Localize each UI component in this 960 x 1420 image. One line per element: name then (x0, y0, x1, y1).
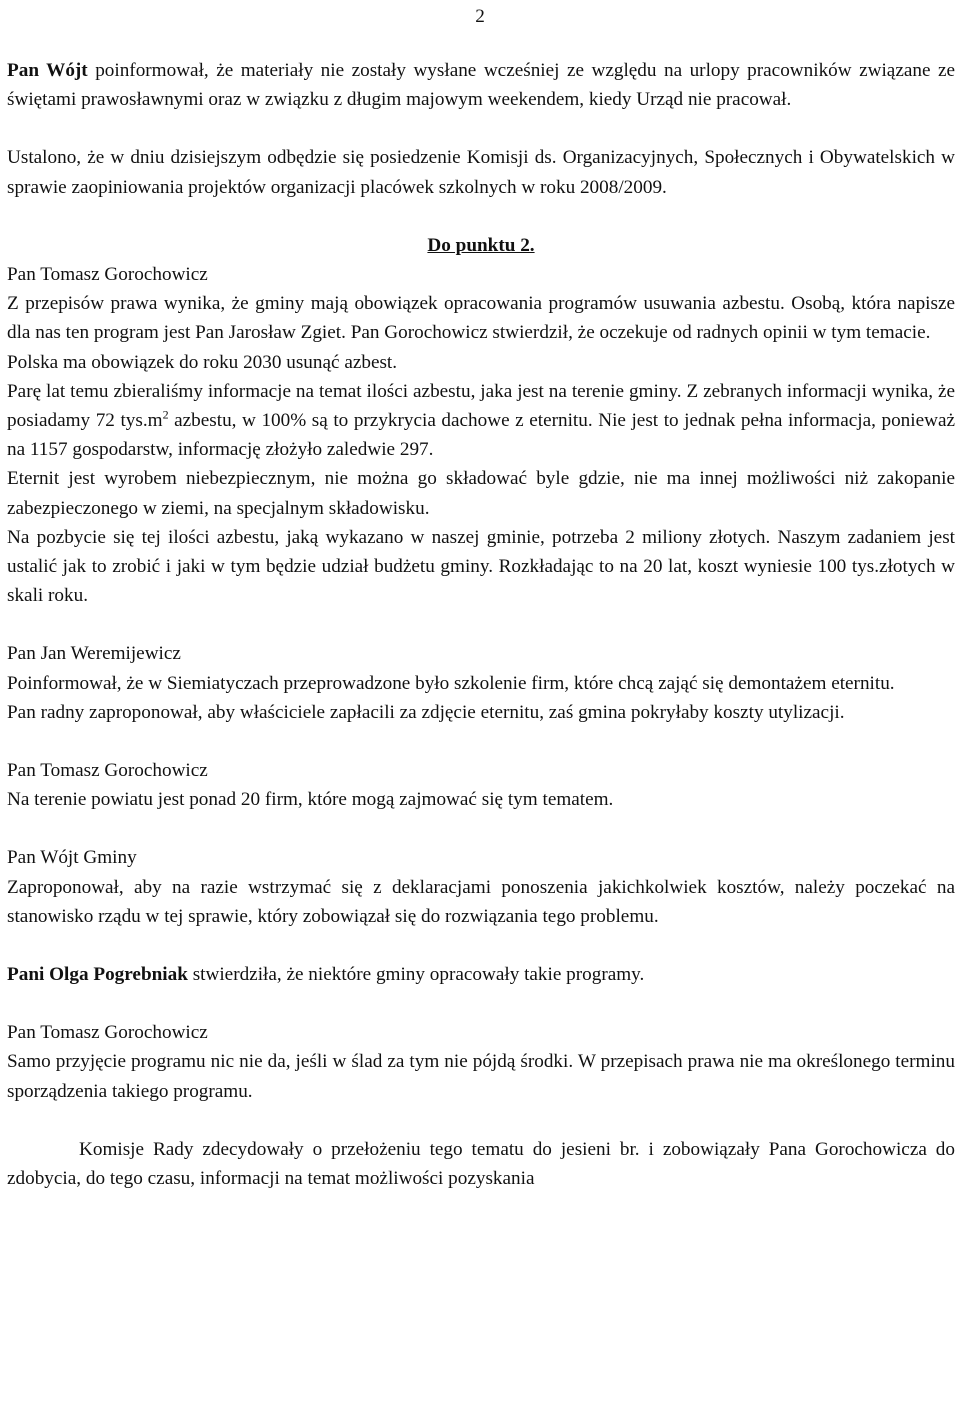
paragraph-text: stwierdziła, że niektóre gminy opracowały takie programy. (187, 964, 645, 986)
superscript: 2 (162, 407, 169, 422)
paragraph-text: Na terenie powiatu jest ponad 20 firm, które mogą zajmować się tym tematem. (7, 789, 614, 811)
speaker-name: Pani Olga Pogrebniak (7, 964, 188, 986)
section-heading: Do punktu 2. (427, 234, 535, 256)
paragraph-text: Z przepisów prawa wynika, że gminy mają obowiązek opracowania programów usuwania azbestu. Osobą, która napisze dla nas ten program jest Pan Jarosław Zgiet. Pan Gorochowicz stwierdził, że oczekuje od radnych opinii w tym temacie. (7, 293, 955, 344)
paragraph-text: Pan radny zaproponował, aby właściciele zapłacili za zdjęcie eternitu, zaś gmina pokryłaby koszty utylizacji. (7, 701, 845, 723)
speaker-name: Pan Jan Weremijewicz (7, 643, 181, 665)
paragraph-ustalono: Ustalono, że w dniu dzisiejszym odbędzie się posiedzenie Komisji ds. Organizacyjnych, Społecznych i Obywatelskich w sprawie zaopiniowania projektów organizacji placówek szkolnych w roku 2008/2009. (7, 147, 955, 198)
page-number: 2 (475, 6, 485, 27)
text-run: Parę lat temu zbieraliśmy informacje na temat ilości azbestu, jaka jest na terenie gminy. Z zebranych informacji wynika, że posiadamy 72 tys.m (7, 380, 955, 432)
paragraph-text: Poinformował, że w Siemiatyczach przeprowadzone było szkolenie firm, które chcą zająć się demontażem eternitu. (7, 672, 895, 694)
closing-paragraph: Komisje Rady zdecydowały o przełożeniu tego tematu do jesieni br. i zobowiązały Pana Gorochowicza do zdobycia, do tego czasu, informacji na temat możliwości pozyskania (7, 1138, 955, 1190)
paragraph-wojt-info (7, 56, 955, 114)
paragraph-text: poinformował, że materiały nie zostały wysłane wcześniej ze względu na urlopy pracowników związane ze świętami prawosławnymi oraz w związku z długim majowym weekendem, kiedy Urząd nie pracował. (7, 60, 955, 111)
speaker-name: Pan Wójt (7, 60, 88, 81)
paragraph-text (7, 377, 955, 465)
speaker-name: Pan Tomasz Gorochowicz (7, 264, 208, 286)
speaker-name: Pan Wójt Gminy (7, 847, 137, 869)
speaker-name: Pan Tomasz Gorochowicz (7, 760, 208, 782)
paragraph-text: Samo przyjęcie programu nic nie da, jeśli w ślad za tym nie pójdą środki. W przepisach prawa nie ma określonego terminu sporządzenia takiego programu. (7, 1051, 955, 1102)
text-run: azbestu, w 100% są to przykrycia dachowe z eternitu. Nie jest to jednak pełna informacja, ponieważ na 1157 gospodarstw, informację złożyło zaledwie 297. (7, 410, 955, 461)
paragraph-text: Zaproponował, aby na razie wstrzymać się z deklaracjami ponoszenia jakichkolwiek kosztów, należy poczekać na stanowisko rządu w tej sprawie, który zobowiązał się do rozwiązania tego problemu. (7, 876, 955, 927)
paragraph-text: Eternit jest wyrobem niebezpiecznym, nie można go składować byle gdzie, nie ma innej możliwości niż zakopanie zabezpieczonego w ziemi, na specjalnym składowisku. (7, 468, 955, 519)
paragraph-text: Na pozbycie się tej ilości azbestu, jaką wykazano w naszej gminie, potrzeba 2 miliony złotych. Naszym zadaniem jest ustalić jak to zrobić i jaki w tym będzie udział budżetu gminy. Rozkładając to na 20 lat, koszt wyniesie 100 tys.złotych w skali roku. (7, 526, 955, 607)
paragraph-pogrebniak (7, 960, 955, 989)
speaker-name: Pan Tomasz Gorochowicz (7, 1022, 208, 1044)
document-body (7, 56, 955, 1193)
paragraph-text: Polska ma obowiązek do roku 2030 usunąć azbest. (7, 351, 398, 373)
